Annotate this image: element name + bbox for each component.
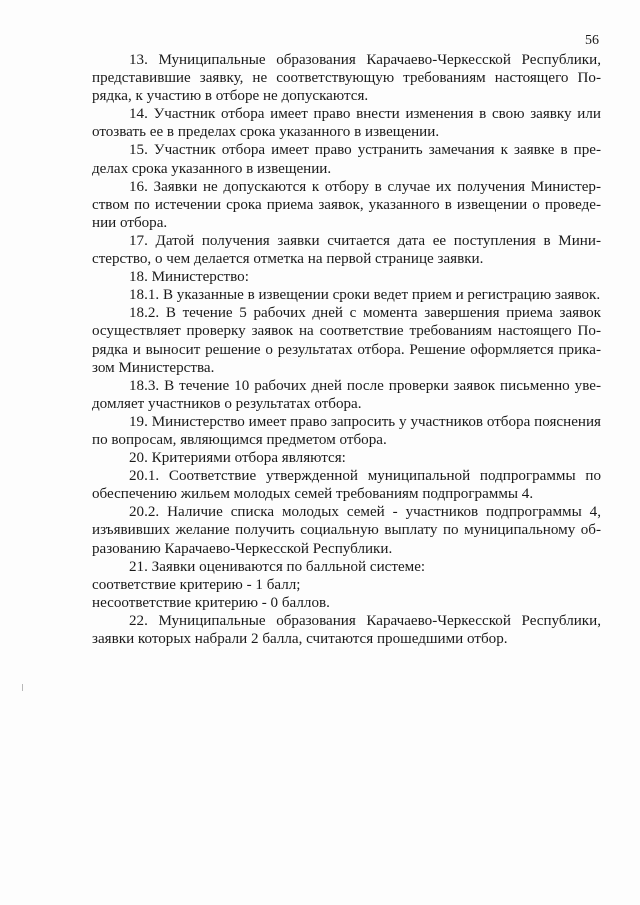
paragraph-18-2: 18.2. В течение 5 рабочих дней с момента завершения приема заявок осуществляет проверку заявок на соответствие требованиям настоящего Порядка и выносит решение о результатах отбора. Решение оформляется приказом Министерства. — [92, 305, 601, 376]
paragraph-20: 20. Критериями отбора являются: — [129, 450, 346, 467]
paragraph-16: 16. Заявки не допускаются к отбору в случае их получения Министерством по истечении срока приема заявок, указанного в извещении о проведении отбора. — [92, 178, 601, 231]
paragraph-19: 19. Министерство имеет право запросить у участников отбора пояснения по вопросам, являющимся предметом отбора. — [92, 413, 601, 448]
paragraph-20-1: 20.1. Соответствие утвержденной муниципальной подпрограммы по обеспечению жильем молодых семей требованиям подпрограммы 4. — [92, 468, 601, 503]
paragraph-22: 22. Муниципальные образования Карачаево-Черкесской Республики, заявки которых набрали 2 балла, считаются прошедшими отбор. — [92, 612, 601, 647]
paragraph-18-3: 18.3. В течение 10 рабочих дней после проверки заявок письменно уведомляет участников о результатах отбора. — [92, 377, 601, 412]
paragraph-15: 15. Участник отбора имеет право устранить замечания к заявке в пределах срока указанного в извещении. — [92, 142, 601, 177]
page-number: 56 — [585, 33, 599, 48]
paragraph-20-2: 20.2. Наличие списка молодых семей - участников подпрограммы 4, изъявивших желание получить социальную выплату по муниципальному образованию Карачаево-Черкесской Республики. — [92, 504, 601, 557]
document-body — [92, 51, 601, 648]
paragraph-14: 14. Участник отбора имеет право внести изменения в свою заявку или отозвать ее в пределах срока указанного в извещении. — [92, 106, 601, 141]
scoring-line-fail: несоответствие критерию - 0 баллов. — [92, 594, 330, 611]
paragraph-18-1: 18.1. В указанные в извещении сроки ведет прием и регистрацию заявок. — [129, 287, 601, 304]
paragraph-21: 21. Заявки оцениваются по балльной системе: — [129, 558, 426, 575]
paragraph-18: 18. Министерство: — [129, 269, 249, 286]
scan-margin-mark — [22, 684, 23, 691]
paragraph-13: 13. Муниципальные образования Карачаево-Черкесской Республики, представившие заявку, не соответствующую требованиям настоящего Порядка, к участию в отборе не допускаются. — [92, 52, 601, 105]
scoring-line-pass: соответствие критерию - 1 балл; — [92, 576, 301, 593]
paragraph-17: 17. Датой получения заявки считается дата ее поступления в Министерство, о чем делается отметка на первой странице заявки. — [92, 232, 601, 268]
